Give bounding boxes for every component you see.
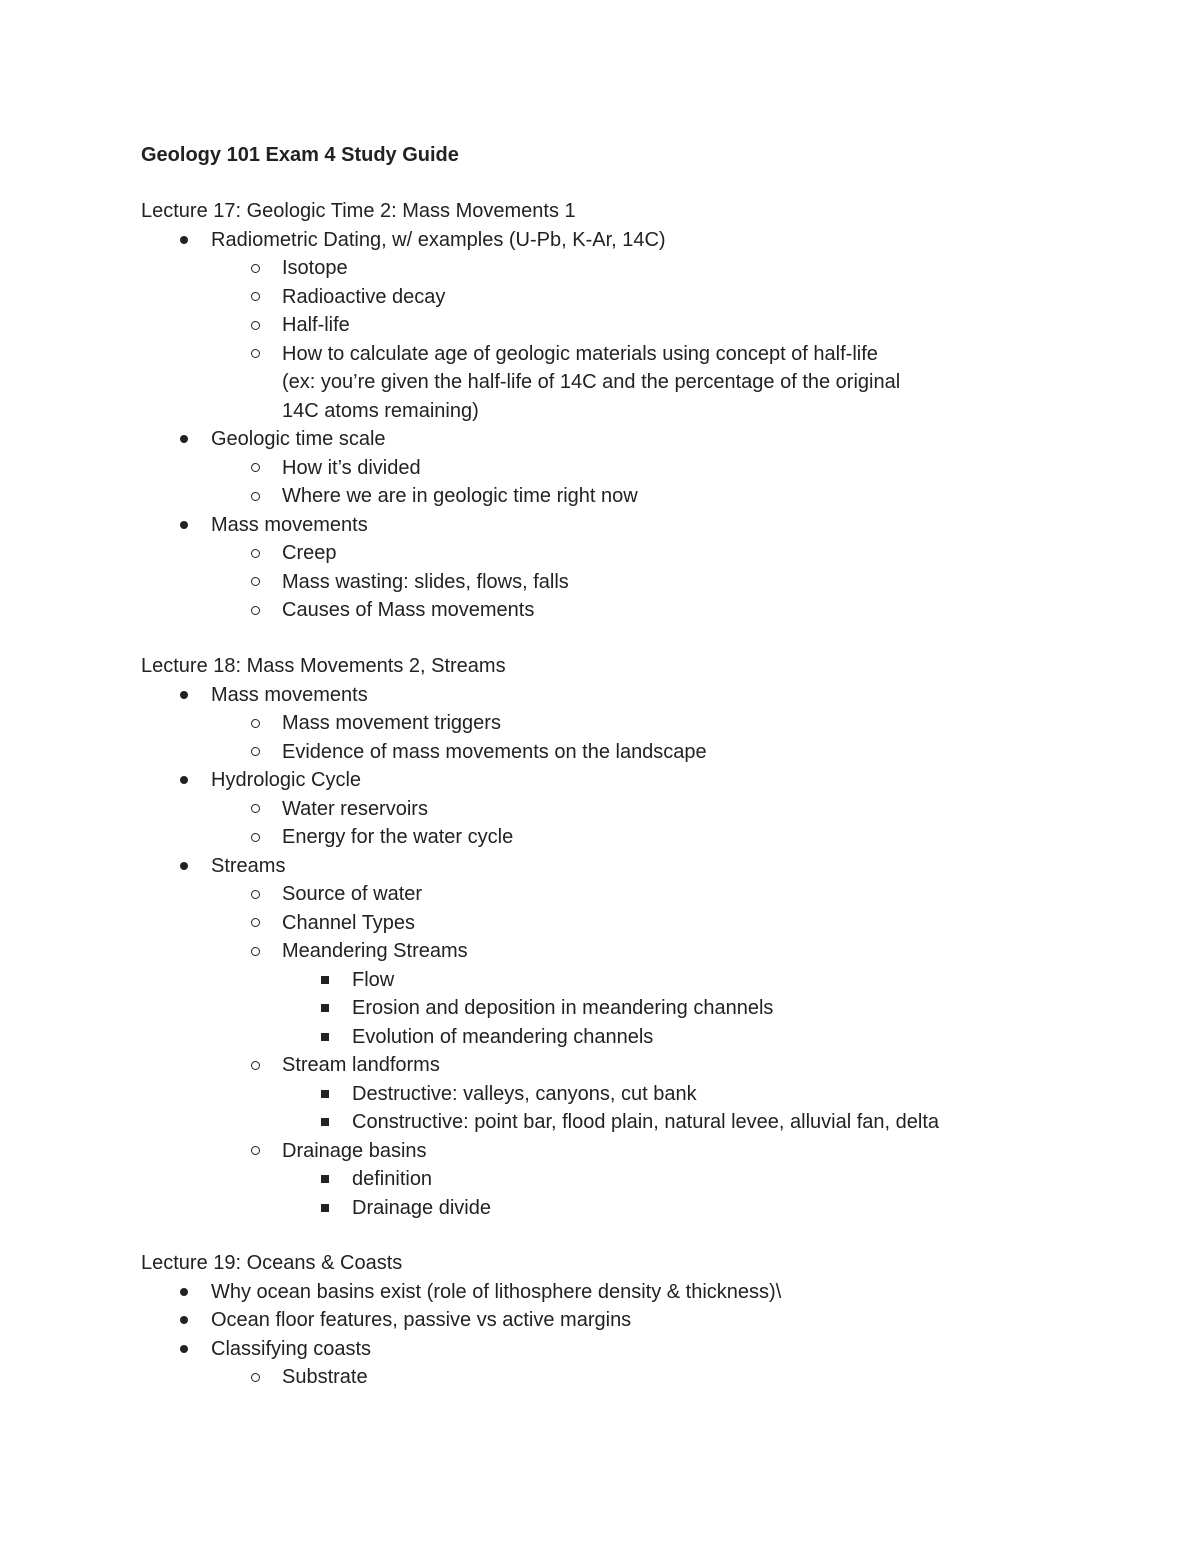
bullet-dot-icon — [177, 1306, 191, 1335]
list-item: Destructive: valleys, canyons, cut bank — [141, 1080, 1061, 1109]
list-item: Flow — [141, 966, 1061, 995]
lecture-17-section — [141, 197, 1061, 625]
list-item: Radiometric Dating, w/ examples (U-Pb, K-Ar, 14C) Isotope Radioactive decay Half-life How to calculate age of geologic materials using concept of half-life (ex: you’re given the half-life of 14C and the percentage of the original 14C atoms remaining) — [141, 226, 1061, 426]
list-item: Drainage basins definition Drainage divide — [141, 1137, 1061, 1223]
bullet-circle-icon — [248, 937, 262, 966]
lecture-19-heading: Lecture 19: Oceans & Coasts — [141, 1252, 403, 1274]
bullet-circle-icon — [248, 709, 262, 738]
lecture-19-list — [141, 1278, 1061, 1392]
list-item: Stream landforms Destructive: valleys, canyons, cut bank Constructive: point bar, flood plain, natural levee, alluvial fan, delta — [141, 1051, 1061, 1137]
bullet-square-icon — [318, 994, 332, 1023]
lecture-19-section — [141, 1249, 1061, 1392]
list-item: Channel Types — [141, 909, 1061, 938]
lecture-18-section — [141, 652, 1061, 1222]
bullet-dot-icon — [177, 852, 191, 881]
bullet-square-icon — [318, 1194, 332, 1223]
list-item: Creep — [141, 539, 1061, 568]
bullet-circle-icon — [248, 738, 262, 767]
list-item: How it’s divided — [141, 454, 1061, 483]
list-item: Ocean floor features, passive vs active margins — [141, 1306, 1061, 1335]
list-item: Radioactive decay — [141, 283, 1061, 312]
bullet-square-icon — [318, 966, 332, 995]
list-item: Evidence of mass movements on the landscape — [141, 738, 1061, 767]
list-item: How to calculate age of geologic materials using concept of half-life (ex: you’re given the half-life of 14C and the percentage of the original 14C atoms remaining) — [141, 340, 1061, 426]
list-item: Geologic time scale How it’s divided Where we are in geologic time right now — [141, 425, 1061, 511]
bullet-circle-icon — [248, 596, 262, 625]
bullet-circle-icon — [248, 909, 262, 938]
list-item: Mass movements Mass movement triggers Evidence of mass movements on the landscape — [141, 681, 1061, 767]
list-item: Classifying coasts Substrate — [141, 1335, 1061, 1392]
list-item: Mass wasting: slides, flows, falls — [141, 568, 1061, 597]
bullet-circle-icon — [248, 340, 262, 369]
bullet-circle-icon — [248, 454, 262, 483]
list-item: Constructive: point bar, flood plain, natural levee, alluvial fan, delta — [141, 1108, 1061, 1137]
list-item: Mass movement triggers — [141, 709, 1061, 738]
list-item: Where we are in geologic time right now — [141, 482, 1061, 511]
lecture-17-list — [141, 226, 1061, 625]
list-item: Causes of Mass movements — [141, 596, 1061, 625]
bullet-circle-icon — [248, 823, 262, 852]
list-item: definition — [141, 1165, 1061, 1194]
list-item: Source of water — [141, 880, 1061, 909]
bullet-square-icon — [318, 1080, 332, 1109]
document-title: Geology 101 Exam 4 Study Guide — [141, 144, 459, 166]
bullet-circle-icon — [248, 482, 262, 511]
bullet-circle-icon — [248, 1137, 262, 1166]
list-item: Evolution of meandering channels — [141, 1023, 1061, 1052]
lecture-18-list — [141, 681, 1061, 1223]
list-item: Why ocean basins exist (role of lithosphere density & thickness)\ — [141, 1278, 1061, 1307]
bullet-circle-icon — [248, 283, 262, 312]
bullet-square-icon — [318, 1165, 332, 1194]
bullet-circle-icon — [248, 254, 262, 283]
bullet-dot-icon — [177, 681, 191, 710]
bullet-dot-icon — [177, 226, 191, 255]
bullet-circle-icon — [248, 1363, 262, 1392]
list-item: Mass movements Creep Mass wasting: slides, flows, falls Causes of Mass movements — [141, 511, 1061, 625]
list-item: Isotope — [141, 254, 1061, 283]
list-item: Energy for the water cycle — [141, 823, 1061, 852]
bullet-circle-icon — [248, 880, 262, 909]
bullet-dot-icon — [177, 511, 191, 540]
list-item: Substrate — [141, 1363, 1061, 1392]
bullet-circle-icon — [248, 1051, 262, 1080]
list-item: Erosion and deposition in meandering channels — [141, 994, 1061, 1023]
list-item: Streams Source of water Channel Types Meandering Streams Flow Erosion and deposition in meandering channels Evolution of meandering channels Stream landforms Destructive: valleys, canyons, cut bank Constructive: point bar, flood plain, natural levee, alluvial fan, delta Drainage basins definition Drainage divide — [141, 852, 1061, 1223]
list-item: Meandering Streams Flow Erosion and deposition in meandering channels Evolution of meandering channels — [141, 937, 1061, 1051]
bullet-circle-icon — [248, 568, 262, 597]
list-item: Drainage divide — [141, 1194, 1061, 1223]
bullet-square-icon — [318, 1023, 332, 1052]
bullet-dot-icon — [177, 766, 191, 795]
bullet-dot-icon — [177, 425, 191, 454]
list-item: Water reservoirs — [141, 795, 1061, 824]
bullet-dot-icon — [177, 1278, 191, 1307]
bullet-circle-icon — [248, 539, 262, 568]
lecture-17-heading: Lecture 17: Geologic Time 2: Mass Movements 1 — [141, 200, 576, 222]
lecture-18-heading: Lecture 18: Mass Movements 2, Streams — [141, 655, 506, 677]
bullet-circle-icon — [248, 795, 262, 824]
bullet-circle-icon — [248, 311, 262, 340]
list-item: Half-life — [141, 311, 1061, 340]
bullet-square-icon — [318, 1108, 332, 1137]
list-item: Hydrologic Cycle Water reservoirs Energy for the water cycle — [141, 766, 1061, 852]
bullet-dot-icon — [177, 1335, 191, 1364]
